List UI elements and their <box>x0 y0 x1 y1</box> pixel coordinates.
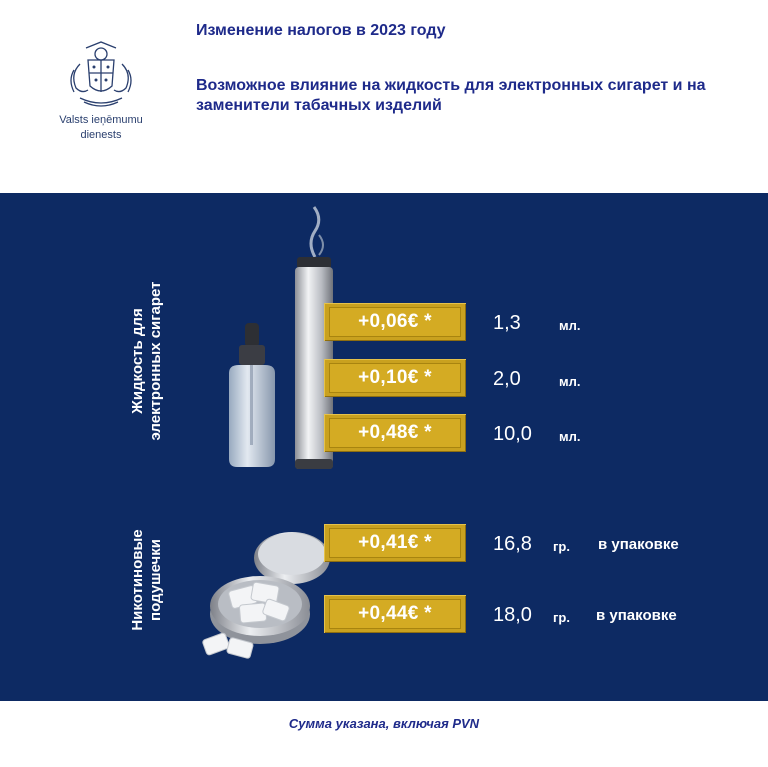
amount-unit: мл. <box>559 429 581 444</box>
price-badge <box>324 524 466 562</box>
amount-value: 1,3 <box>493 312 521 334</box>
price-badge <box>324 414 466 452</box>
amount-value: 10,0 <box>493 423 532 445</box>
amount-unit: мл. <box>559 318 581 333</box>
section-label-liquid <box>129 281 165 440</box>
price-badge-text: +0,06€ * <box>329 307 461 337</box>
package-note: в упаковке <box>596 607 677 624</box>
price-badge-text: +0,48€ * <box>329 418 461 448</box>
section-label-pouches-line2: подушечки <box>147 539 164 621</box>
price-badge <box>324 303 466 341</box>
section-label-liquid-line2: электронных сигарет <box>147 281 164 441</box>
price-badge-text: +0,10€ * <box>329 363 461 393</box>
page-subtitle: Возможное влияние на жидкость для электронных сигарет и на заменители табачных изделий <box>196 77 706 114</box>
amount-unit: гр. <box>553 610 570 625</box>
dropper-bottle-icon <box>229 323 275 467</box>
price-badge-text: +0,41€ * <box>329 528 461 558</box>
footer-note: Сумма указана, включая PVN <box>288 716 480 731</box>
section-label-liquid-line1: Жидкость для <box>129 308 146 414</box>
vid-logo <box>46 40 156 142</box>
e-cigarette-illustration <box>215 205 340 475</box>
amount-unit: мл. <box>559 374 581 389</box>
logo-text-line2: dienests <box>80 129 122 141</box>
amount-value: 16,8 <box>493 533 532 555</box>
nicotine-pouch-illustration <box>200 518 330 668</box>
price-badge-text: +0,44€ * <box>329 599 461 629</box>
amount-value: 2,0 <box>493 368 521 390</box>
logo-text-line1: Valsts ieņēmumu <box>59 114 143 126</box>
price-badge <box>324 359 466 397</box>
coat-of-arms-icon <box>66 40 136 112</box>
package-note: в упаковке <box>598 536 679 553</box>
amount-value: 18,0 <box>493 604 532 626</box>
page-title: Изменение налогов в 2023 году <box>196 22 446 39</box>
price-badge <box>324 595 466 633</box>
amount-unit: гр. <box>553 539 570 554</box>
smoke-icon <box>311 207 323 257</box>
section-label-pouches <box>129 529 165 630</box>
section-label-pouches-line1: Никотиновые <box>129 529 146 631</box>
